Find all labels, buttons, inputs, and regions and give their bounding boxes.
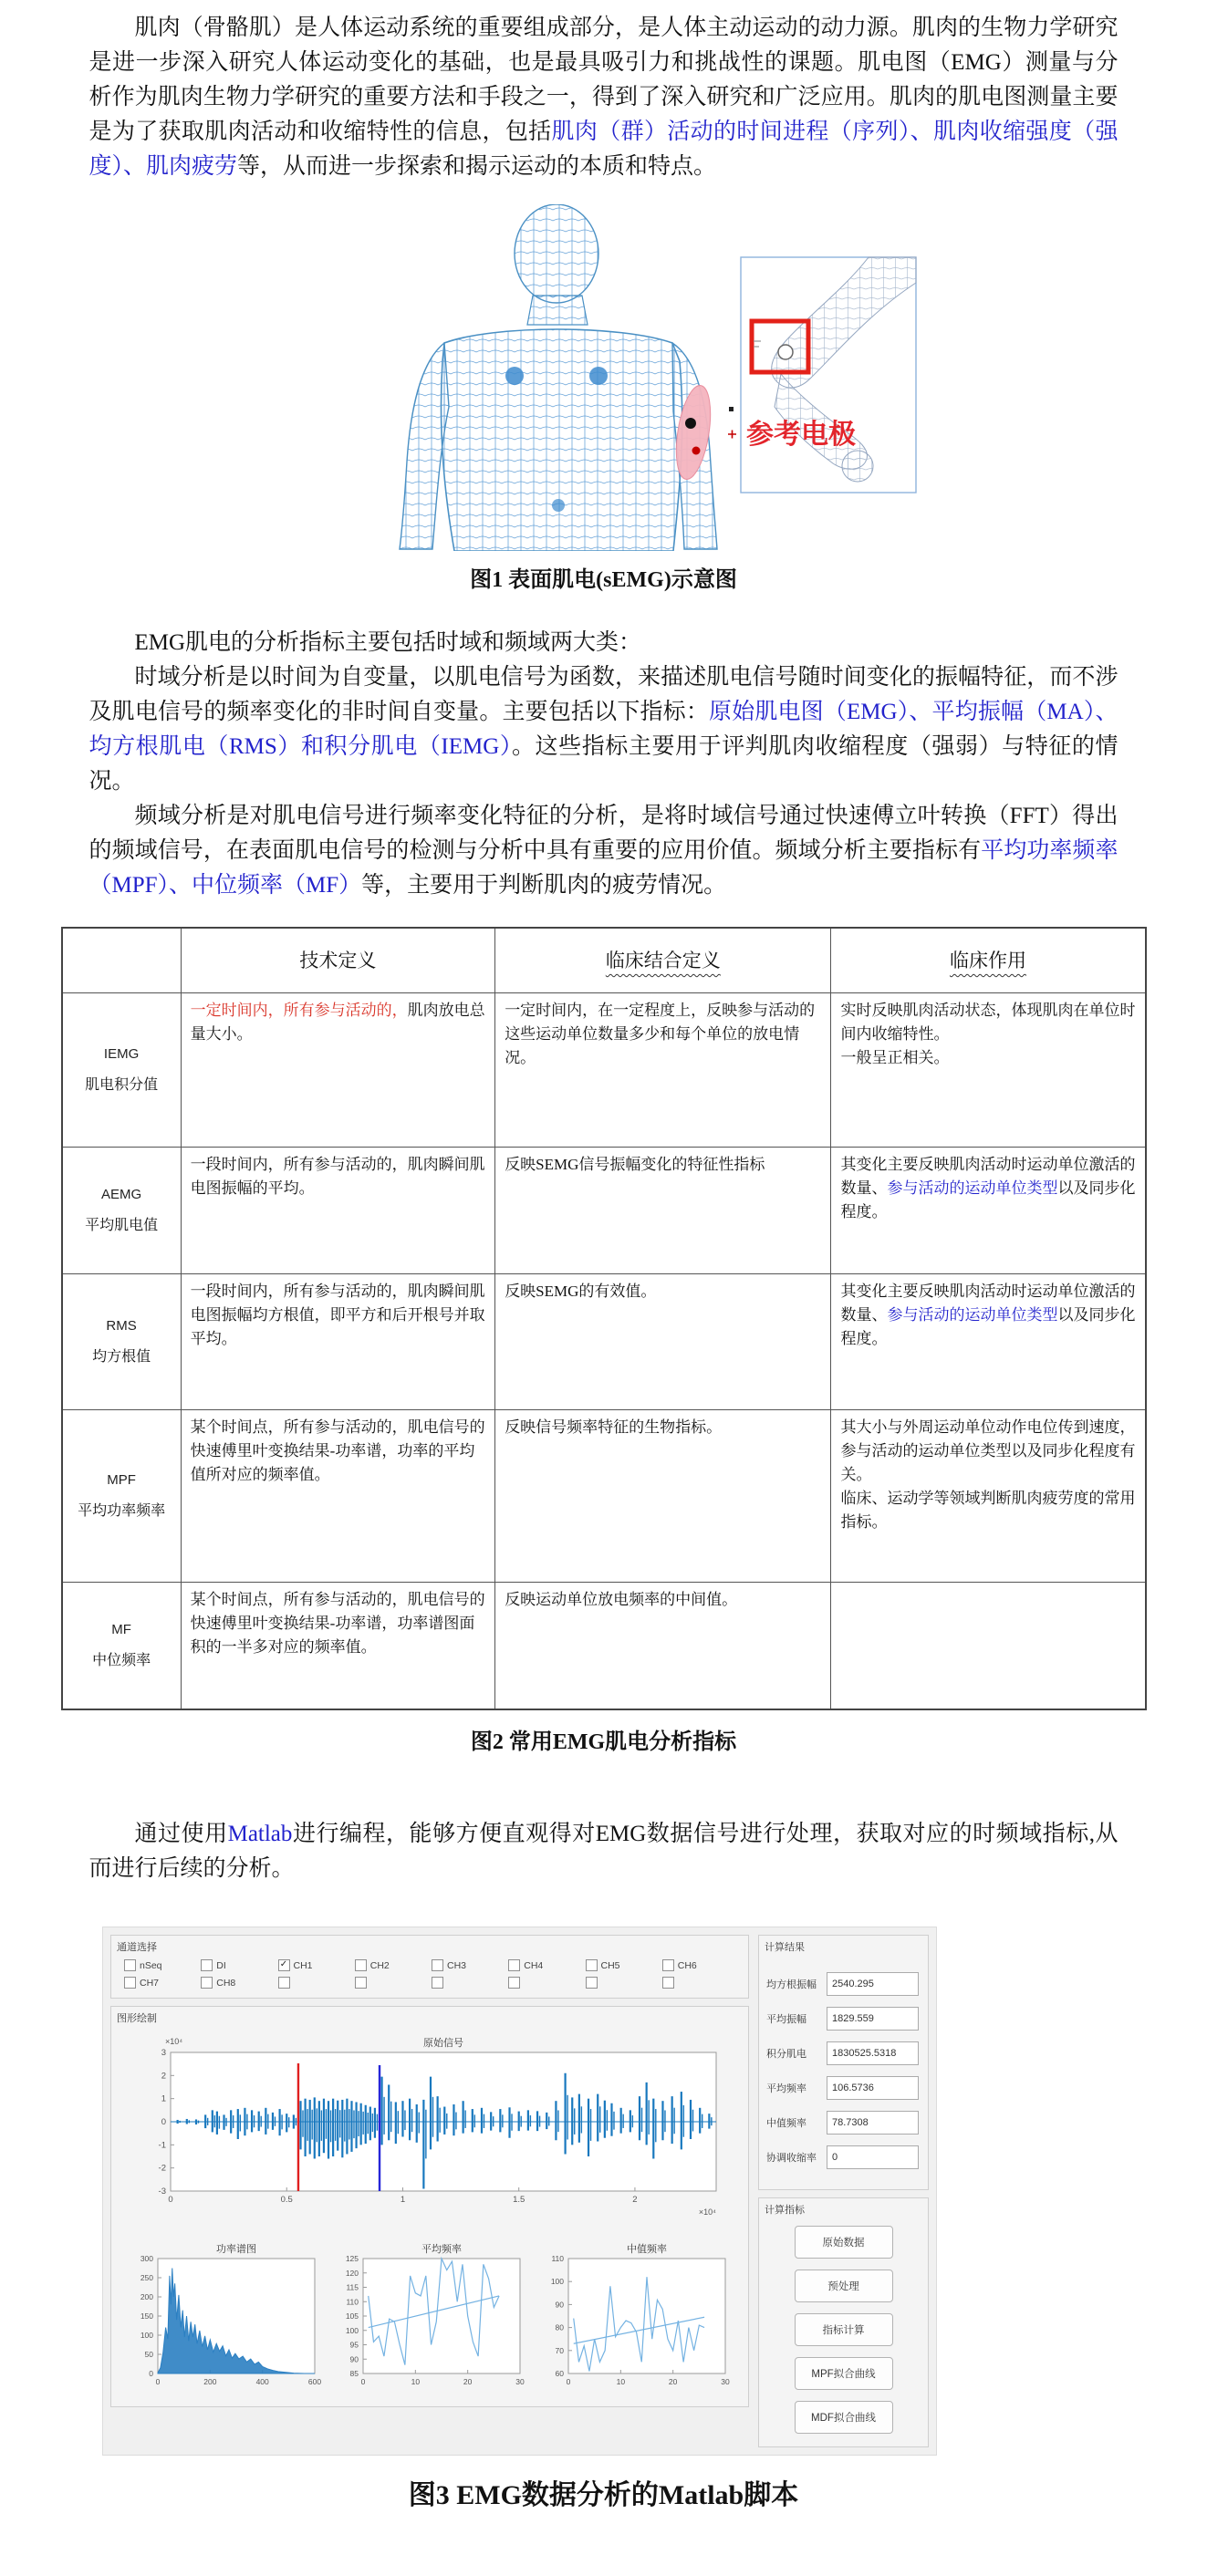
checkbox-icon[interactable]: [662, 1977, 674, 1989]
svg-text:100: 100: [345, 2325, 359, 2335]
channel-checkbox[interactable]: [432, 1959, 508, 1971]
svg-text:0: 0: [566, 2377, 570, 2386]
svg-text:1: 1: [161, 2093, 166, 2104]
svg-text:1: 1: [400, 2195, 406, 2205]
result-row: [766, 2076, 921, 2100]
svg-text:90: 90: [349, 2354, 359, 2364]
svg-text:125: 125: [345, 2254, 359, 2263]
svg-text:10: 10: [411, 2377, 420, 2386]
svg-text:-1: -1: [158, 2140, 166, 2151]
svg-text:2: 2: [161, 2071, 166, 2082]
result-field[interactable]: 1830525.5318: [827, 2041, 919, 2065]
svg-text:20: 20: [463, 2377, 472, 2386]
action-button[interactable]: MDF拟合曲线: [795, 2401, 893, 2434]
table-cell: 其变化主要反映肌肉活动时运动单位激活的数量、参与活动的运动单位类型以及同步化程度。: [831, 1148, 1146, 1274]
actions-panel-title: 计算指标: [765, 2205, 805, 2216]
action-button[interactable]: MPF拟合曲线: [795, 2357, 893, 2390]
result-field[interactable]: 106.5736: [827, 2076, 919, 2100]
channel-label: CH6: [677, 1959, 697, 1971]
svg-text:90: 90: [555, 2300, 564, 2310]
svg-text:400: 400: [255, 2377, 269, 2386]
svg-text:120: 120: [345, 2268, 359, 2278]
svg-text:×10⁴: ×10⁴: [165, 2037, 183, 2046]
channel-label: CH4: [524, 1959, 544, 1971]
results-panel: [758, 1935, 929, 2190]
checkbox-icon[interactable]: [662, 1959, 674, 1971]
svg-text:105: 105: [345, 2311, 359, 2321]
svg-text:原始信号: 原始信号: [423, 2038, 463, 2049]
result-row: [766, 1972, 921, 1996]
channel-checkbox[interactable]: [124, 1977, 201, 1989]
indicator-label-cell: AEMG 平均肌电值: [62, 1148, 182, 1274]
channel-checkbox[interactable]: [201, 1977, 277, 1989]
indicator-label-cell: IEMG 肌电积分值: [62, 993, 182, 1148]
svg-text:0: 0: [168, 2195, 173, 2205]
reference-electrode-dot: [778, 345, 793, 359]
svg-text:30: 30: [515, 2377, 525, 2386]
result-row: [766, 2145, 921, 2169]
channel-checkbox[interactable]: [201, 1959, 277, 1971]
svg-text:0: 0: [360, 2377, 365, 2386]
table-header-row: [62, 928, 1146, 993]
table-cell: 实时反映肌肉活动状态，体现肌肉在单位时间内收缩特性。 一般呈正相关。: [831, 993, 1146, 1148]
table-cell: 反映信号频率特征的生物指标。: [495, 1410, 831, 1583]
channel-label: CH7: [140, 1977, 160, 1989]
table-row: [62, 993, 1146, 1148]
table-row: [62, 1148, 1146, 1274]
channel-checkbox[interactable]: [662, 1959, 739, 1971]
action-button[interactable]: 指标计算: [795, 2313, 893, 2346]
table-header-cell: 临床作用: [831, 928, 1146, 993]
checkbox-icon[interactable]: [508, 1959, 520, 1971]
svg-text:100: 100: [140, 2331, 153, 2340]
plot-panel-title: 图形绘制: [117, 2013, 157, 2024]
paragraph-matlab: 通过使用Matlab进行编程，能够方便直观得对EMG数据信号进行处理，获取对应的时频域指标,从而进行后续的分析。: [88, 1822, 1119, 1881]
channel-checkbox[interactable]: [508, 1977, 585, 1989]
svg-text:50: 50: [144, 2350, 153, 2359]
channel-checkbox[interactable]: [432, 1977, 508, 1989]
table-cell: 某个时间点，所有参与活动的，肌电信号的快速傅里叶变换结果-功率谱，功率的平均值所对应的频率值。: [181, 1410, 495, 1583]
indicator-label-cell: RMS 均方根值: [62, 1274, 182, 1410]
table-row: [62, 1410, 1146, 1583]
matlab-gui: [102, 1927, 937, 2456]
action-button[interactable]: 预处理: [795, 2270, 893, 2302]
wireframe-body: [400, 204, 717, 551]
channel-label: CH1: [293, 1959, 313, 1971]
checkbox-icon[interactable]: [201, 1977, 213, 1989]
svg-text:250: 250: [140, 2273, 153, 2282]
result-field[interactable]: 0: [827, 2145, 919, 2169]
table-row: [62, 1583, 1146, 1710]
svg-text:150: 150: [140, 2311, 153, 2321]
figure-1-caption: 图1 表面肌电(sEMG)示意图: [470, 568, 737, 592]
channel-checkbox[interactable]: [278, 1977, 355, 1989]
table-cell: 反映SEMG的有效值。: [495, 1274, 831, 1410]
mean-frequency-plot: [332, 2238, 528, 2399]
action-button[interactable]: 原始数据: [795, 2226, 893, 2259]
channel-panel-title: 通道选择: [117, 1942, 157, 1953]
table-cell: 一段时间内，所有参与活动的，肌肉瞬间肌电图振幅的平均。: [181, 1148, 495, 1274]
channel-checkbox[interactable]: [508, 1959, 585, 1971]
channel-label: CH8: [216, 1977, 236, 1989]
result-label: 中值频率: [766, 2118, 806, 2129]
svg-text:0: 0: [148, 2369, 153, 2378]
result-label: 协调收缩率: [766, 2153, 817, 2164]
svg-text:30: 30: [720, 2377, 730, 2386]
svg-text:200: 200: [203, 2377, 216, 2386]
channel-checkbox[interactable]: [586, 1959, 662, 1971]
svg-text:3: 3: [161, 2048, 166, 2058]
checkbox-icon[interactable]: [432, 1959, 443, 1971]
svg-text:60: 60: [555, 2369, 564, 2378]
actions-panel: [758, 2197, 929, 2447]
paragraph-time-domain: 时域分析是以时间为自变量，以肌电信号为函数，来描述肌电信号随时间变化的振幅特征，而不涉及肌电信号的频率变化的非时间自变量。主要包括以下指标：原始肌电图（EMG）、平均振幅（MA）、均方根肌电（RMS）和积分肌电（IEMG）。这些指标主要用于评判肌肉收缩程度（强弱）与特征的情况。: [88, 665, 1119, 794]
reference-electrode-label: 参考电极: [745, 420, 856, 450]
emg-indicator-table: [61, 927, 1147, 1710]
paragraph-intro: 肌肉（骨骼肌）是人体运动系统的重要组成部分，是人体主动运动的动力源。肌肉的生物力学研究是进一步深入研究人体运动变化的基础，也是最具吸引力和挑战性的课题。肌电图（EMG）测量与分析作为肌肉生物力学研究的重要方法和手段之一，得到了深入研究和广泛应用。肌肉的肌电图测量主要是为了获取肌肉活动和收缩特性的信息，包括肌肉（群）活动的时间进程（序列）、肌肉收缩强度（强度）、肌肉疲劳等，从而进一步探索和揭示运动的本质和特点。: [88, 16, 1119, 179]
svg-text:0: 0: [161, 2117, 166, 2127]
plot-panel: [110, 2006, 749, 2407]
result-field[interactable]: 1829.559: [827, 2007, 919, 2031]
svg-text:1.5: 1.5: [513, 2195, 525, 2205]
svg-text:85: 85: [349, 2369, 359, 2378]
table-cell: 反映运动单位放电频率的中间值。: [495, 1583, 831, 1710]
table-cell: 其变化主要反映肌肉活动时运动单位激活的数量、参与活动的运动单位类型以及同步化程度。: [831, 1274, 1146, 1410]
svg-text:×10⁴: ×10⁴: [698, 2207, 716, 2217]
table-header-cell: 技术定义: [181, 928, 495, 993]
table-cell: 反映SEMG信号振幅变化的特征性指标: [495, 1148, 831, 1274]
result-field[interactable]: 2540.295: [827, 1972, 919, 1996]
result-label: 积分肌电: [766, 2049, 806, 2060]
svg-text:0: 0: [155, 2377, 160, 2386]
svg-text:-2: -2: [158, 2163, 166, 2174]
svg-text:2: 2: [632, 2195, 638, 2205]
svg-text:115: 115: [345, 2282, 359, 2292]
table-cell: 一段时间内，所有参与活动的，肌肉瞬间肌电图振幅均方根值，即平方和后开根号并取平均。: [181, 1274, 495, 1410]
table-row: [62, 1274, 1146, 1410]
svg-text:300: 300: [140, 2254, 153, 2263]
svg-text:100: 100: [550, 2277, 564, 2287]
result-row: [766, 2041, 921, 2065]
figure-1: [89, 204, 1119, 556]
median-frequency-plot: [537, 2238, 734, 2399]
table-cell: 一定时间内，在一定程度上，反映参与活动的这些运动单位数量多少和每个单位的放电情况。: [495, 993, 831, 1148]
paragraph-freq-domain: 频域分析是对肌电信号进行频率变化特征的分析，是将时域信号通过快速傅立叶转换（FFT）得出的频域信号，在表面肌电信号的检测与分析中具有重要的应用价值。频域分析主要指标有平均功率频率（MPF）、中位频率（MF）等，主要用于判断肌肉的疲劳情况。: [88, 804, 1119, 898]
channel-checkbox[interactable]: [355, 1959, 432, 1971]
svg-text:10: 10: [616, 2377, 625, 2386]
raw-signal-plot: [123, 2029, 736, 2233]
svg-text:80: 80: [555, 2322, 564, 2332]
table-cell: 其大小与外周运动单位动作电位传到速度，参与活动的运动单位类型以及同步化程度有关。 临床、运动学等领域判断肌肉疲劳度的常用指标。: [831, 1410, 1146, 1583]
indicator-label-cell: MPF 平均功率频率: [62, 1410, 182, 1583]
checkbox-icon[interactable]: [124, 1977, 136, 1989]
reference-electrode-inset: [741, 257, 916, 493]
measuring-electrode-dot-red: [692, 447, 700, 455]
checkbox-icon[interactable]: [432, 1977, 443, 1989]
svg-text:20: 20: [668, 2377, 677, 2386]
result-field[interactable]: 78.7308: [827, 2111, 919, 2135]
checkbox-icon[interactable]: [508, 1977, 520, 1989]
svg-text:200: 200: [140, 2292, 153, 2301]
checkbox-icon[interactable]: [586, 1977, 598, 1989]
svg-text:0.5: 0.5: [280, 2195, 293, 2205]
table-cell: [831, 1583, 1146, 1710]
svg-text:平均频率: 平均频率: [421, 2244, 462, 2255]
table-header-cell: [62, 928, 182, 993]
svg-text:110: 110: [345, 2297, 359, 2307]
checkbox-icon[interactable]: [586, 1959, 598, 1971]
checkbox-icon[interactable]: [355, 1959, 367, 1971]
channel-label: CH5: [600, 1959, 620, 1971]
svg-text:功率谱图: 功率谱图: [215, 2244, 256, 2255]
channel-label: CH2: [369, 1959, 390, 1971]
channel-checkbox[interactable]: [278, 1959, 355, 1971]
checkbox-icon[interactable]: [124, 1959, 136, 1971]
checkbox-icon[interactable]: [278, 1977, 290, 1989]
table-header-cell: 临床结合定义: [495, 928, 831, 993]
channel-select-panel: [110, 1935, 749, 1999]
table-cell: 一定时间内，所有参与活动的，肌肉放电总量大小。: [181, 993, 495, 1148]
result-label: 平均振幅: [766, 2014, 806, 2025]
channel-label: CH3: [447, 1959, 467, 1971]
figure-2-caption: 图2 常用EMG肌电分析指标: [470, 1730, 737, 1754]
svg-text:95: 95: [349, 2340, 359, 2350]
channel-checkbox[interactable]: [662, 1977, 739, 1989]
svg-text:110: 110: [550, 2254, 564, 2263]
svg-text:70: 70: [555, 2345, 564, 2355]
svg-text:中值频率: 中值频率: [626, 2244, 667, 2255]
result-row: [766, 2111, 921, 2135]
indicator-label-cell: MF 中位频率: [62, 1583, 182, 1710]
channel-checkbox[interactable]: [124, 1959, 201, 1971]
results-panel-title: 计算结果: [765, 1942, 805, 1953]
table-cell: 某个时间点，所有参与活动的，肌电信号的快速傅里叶变换结果-功率谱，功率谱图面积的一半多对应的频率值。: [181, 1583, 495, 1710]
result-label: 均方根振幅: [766, 1979, 817, 1990]
semg-illustration: [285, 204, 923, 551]
svg-text:600: 600: [307, 2377, 321, 2386]
channel-label: DI: [216, 1959, 226, 1971]
channel-checkbox[interactable]: [355, 1977, 432, 1989]
checkbox-icon[interactable]: [355, 1977, 367, 1989]
figure-3-caption: 图3 EMG数据分析的Matlab脚本: [408, 2480, 799, 2510]
svg-text:-3: -3: [158, 2186, 166, 2197]
result-row: [766, 2007, 921, 2031]
paragraph-categories: EMG肌电的分析指标主要包括时域和频域两大类：: [134, 630, 642, 655]
channel-label: nSeq: [140, 1959, 162, 1971]
result-label: 平均频率: [766, 2083, 806, 2094]
checkbox-icon[interactable]: [201, 1959, 213, 1971]
checkbox-icon[interactable]: ✓: [278, 1959, 290, 1971]
power-spectrum-plot: [127, 2238, 323, 2399]
channel-checkbox[interactable]: [586, 1977, 662, 1989]
measuring-electrode-dot: [685, 418, 696, 429]
